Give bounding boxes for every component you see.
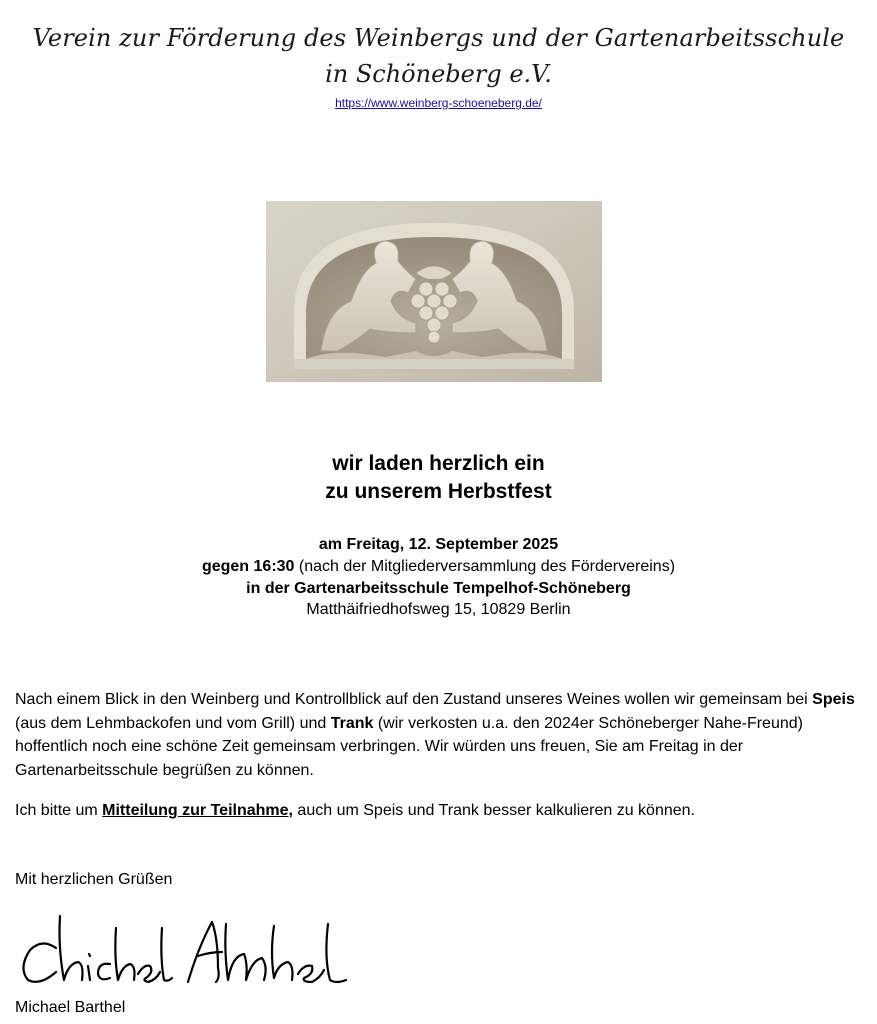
stone-relief-image [266, 201, 602, 382]
participation-link[interactable]: Mitteilung zur Teilnahme, [102, 802, 293, 819]
signatory-name: Michael Barthel [15, 999, 126, 1016]
association-name-line1: Verein zur Förderung des Weinbergs und der Gartenarbeitsschule [32, 24, 845, 52]
event-address: Matthäifriedhofsweg 15, 10829 Berlin [306, 601, 571, 618]
p1-trank: Trank [330, 714, 374, 732]
body-paragraph-1 [15, 688, 865, 782]
p1-speis: Speis [812, 691, 855, 708]
p1-text-c: (wir verkosten u.a. den 2024er Schöneberger Nahe-Freund) hoffentlich noch eine schöne Zeit gemeinsam verbringen. Wir würden uns freuen, Sie am Freitag in der Gartenarbeitsschule begrüßen zu können. [15, 714, 803, 779]
event-date: am Freitag, 12. September 2025 [318, 536, 559, 553]
event-time [0, 558, 877, 576]
event-time-note: (nach der Mitgliederversammlung des Fördervereins) [294, 558, 676, 575]
website-link-container [0, 96, 877, 110]
p2-text-b: auch um Speis und Trank besser kalkulieren zu können. [292, 802, 695, 819]
website-link[interactable]: https://www.weinberg-schoeneberg.de/ [335, 96, 542, 110]
body-paragraph-2 [15, 799, 865, 823]
closing-greeting: Mit herzlichen Grüßen [15, 871, 173, 888]
p1-text-b: (aus dem Lehmbackofen und vom Grill) und [15, 714, 331, 732]
event-venue: in der Gartenarbeitsschule Tempelhof-Schöneberg [246, 580, 631, 597]
p2-text-a: Ich bitte um [15, 802, 103, 819]
invitation-line1: wir laden herzlich ein [332, 452, 545, 475]
handwritten-signature [12, 908, 362, 994]
event-time-bold: gegen 16:30 [201, 558, 295, 575]
association-name-line2: in Schöneberg e.V. [325, 60, 552, 88]
invitation-line2: zu unserem Herbstfest [325, 480, 552, 503]
p1-text-a: Nach einem Blick in den Weinberg und Kontrollblick auf den Zustand unseres Weines wollen wir gemeinsam bei [15, 691, 813, 708]
